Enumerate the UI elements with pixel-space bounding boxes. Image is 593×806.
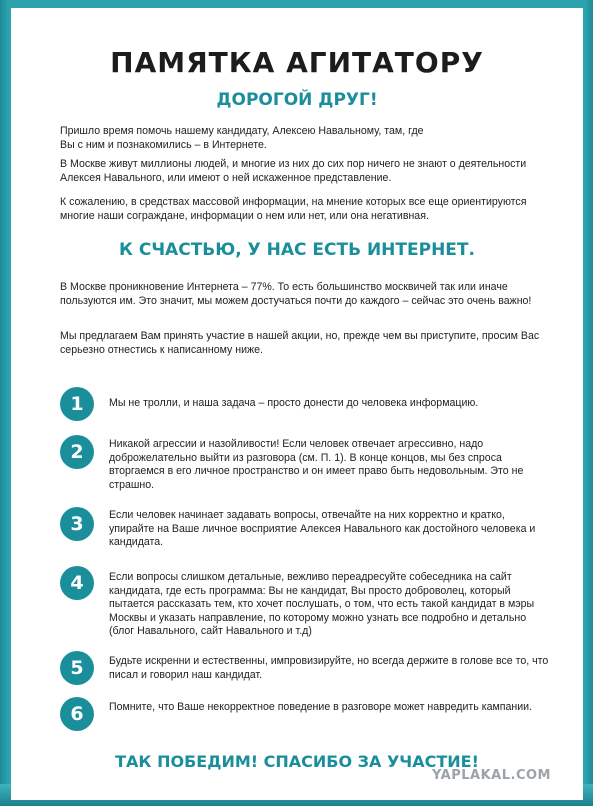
document-sheet [11,8,583,800]
intro-paragraph-1: Пришло время помочь нашему кандидату, Алексею Навальному, там, где Вы с ним и познакомились – в Интернете. [60,125,424,151]
rule-number-badge: 1 [60,387,94,421]
rule-text: Будьте искренни и естественны, импровизируйте, но всегда держите в голове все то, что писал и говорил наш кандидат. [109,655,549,681]
rule-number-badge: 4 [60,566,94,600]
section-heading: К СЧАСТЬЮ, У НАС ЕСТЬ ИНТЕРНЕТ. [119,240,475,260]
rule-text: Если человек начинает задавать вопросы, отвечайте на них корректно и кратко, упирайте на Ваше личное восприятие Алексея Навального как достойного человека и кандидата. [109,509,536,548]
intro-paragraph-2: В Москве живут миллионы людей, и многие из них до сих пор ничего не знают о деятельности Алексея Навального, или имеют о ней искаженное представление. [60,158,527,184]
document-subtitle: ДОРОГОЙ ДРУГ! [216,90,378,110]
rule-text: Помните, что Ваше некорректное поведение в разговоре может навредить кампании. [109,701,533,713]
rule-text: Мы не тролли, и наша задача – просто донести до человека информацию. [109,397,479,409]
rule-number-badge: 2 [60,435,94,469]
body-paragraph-1: В Москве проникновение Интернета – 77%. То есть большинство москвичей так или иначе пользуются им. Это значит, мы можем достучаться почти до каждого – сейчас это очень важно! [60,281,532,307]
document-title: ПАМЯТКА АГИТАТОРУ [110,46,484,79]
site-watermark: YAPLAKAL.COM [432,768,551,783]
body-paragraph-2: Мы предлагаем Вам принять участие в нашей акции, но, прежде чем вы приступите, просим Вас серьезно отнестись к написанному ниже. [60,330,540,356]
rule-text: Никакой агрессии и назойливости! Если человек отвечает агрессивно, надо доброжелательно выйти из разговора (см. П. 1). В конце концов, мы без спроса вторгаемся в его личное пространство и он имеет право быть недовольным. Это не страшно. [109,438,524,491]
rule-text: Если вопросы слишком детальные, вежливо переадресуйте собеседника на сайт кандидата, где есть программа: Вы не кандидат, Вы просто доброволец, который пытается рассказать тем, кто хочет послушать, о том, что есть такой кандидат в мэры Москвы и указать направление, по которому можно узнать все подробно и детально (блог Навального, сайт Навального и т.д) [109,571,535,637]
rule-number-badge: 6 [60,697,94,731]
rule-number-badge: 5 [60,651,94,685]
rule-number-badge: 3 [60,507,94,541]
document-footer: ТАК ПОБЕДИМ! СПАСИБО ЗА УЧАСТИЕ! [115,752,479,771]
intro-paragraph-3: К сожалению, в средствах массовой информации, на мнение которых все еще ориентируются многие наши сограждане, информации о нем или нет, или она негативная. [60,196,527,222]
